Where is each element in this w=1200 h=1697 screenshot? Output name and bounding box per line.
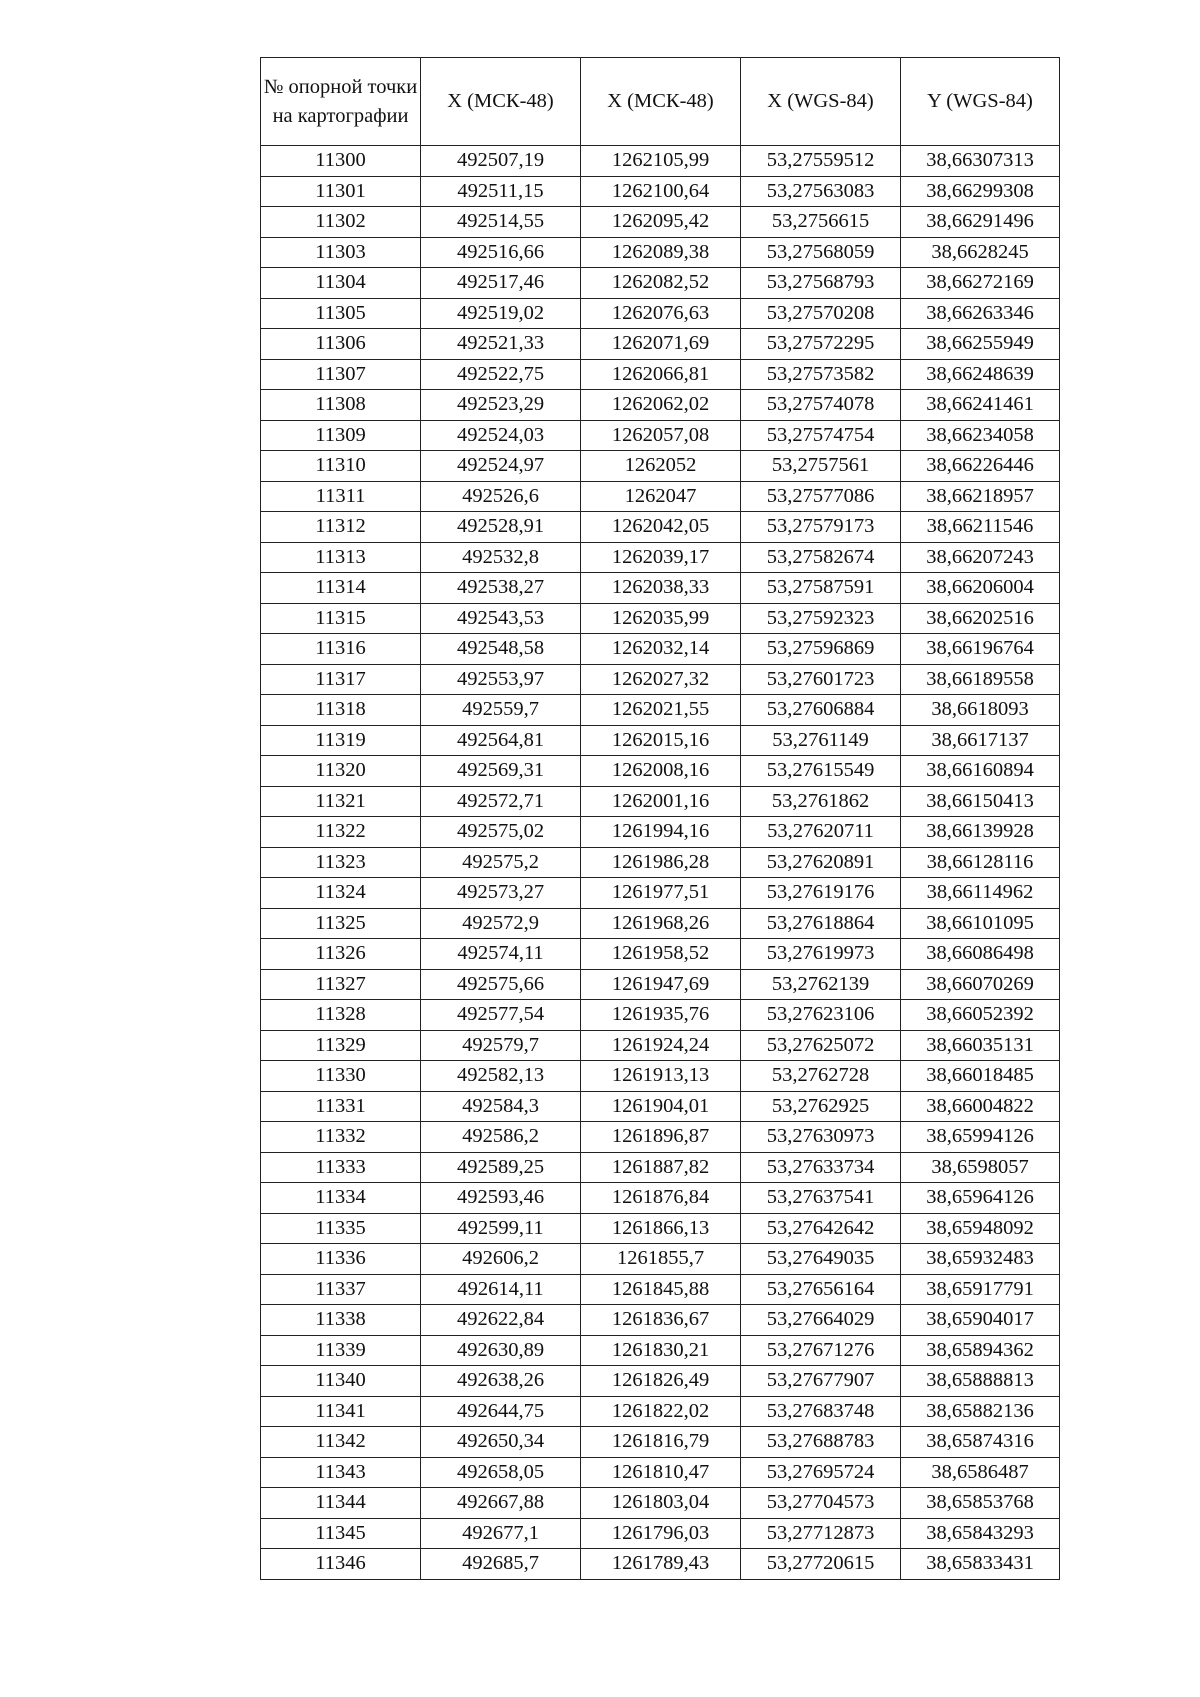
cell-point-number: 11327 [261, 969, 421, 1000]
cell-x-msk48-2: 1261994,16 [581, 817, 741, 848]
cell-x-msk48-2: 1262071,69 [581, 329, 741, 360]
cell-x-wgs84: 53,27615549 [741, 756, 901, 787]
table-row [261, 786, 1060, 817]
table-row [261, 390, 1060, 421]
cell-x-msk48-2: 1262105,99 [581, 146, 741, 177]
cell-x-msk48: 492582,13 [421, 1061, 581, 1092]
table-row [261, 1061, 1060, 1092]
table-row [261, 359, 1060, 390]
cell-x-msk48-2: 1261958,52 [581, 939, 741, 970]
cell-x-msk48-2: 1262027,32 [581, 664, 741, 695]
cell-x-msk48-2: 1262052 [581, 451, 741, 482]
cell-y-wgs84: 38,66211546 [901, 512, 1060, 543]
cell-x-msk48: 492650,34 [421, 1427, 581, 1458]
cell-x-msk48-2: 1262095,42 [581, 207, 741, 238]
cell-x-msk48-2: 1261947,69 [581, 969, 741, 1000]
cell-x-msk48: 492507,19 [421, 146, 581, 177]
cell-x-wgs84: 53,27570208 [741, 298, 901, 329]
cell-point-number: 11343 [261, 1457, 421, 1488]
table-row [261, 695, 1060, 726]
cell-x-msk48: 492685,7 [421, 1549, 581, 1580]
header-x-msk48: X (МСК-48) [421, 58, 581, 146]
table-row [261, 1518, 1060, 1549]
cell-y-wgs84: 38,66307313 [901, 146, 1060, 177]
cell-x-msk48-2: 1261887,82 [581, 1152, 741, 1183]
cell-point-number: 11320 [261, 756, 421, 787]
cell-x-msk48: 492579,7 [421, 1030, 581, 1061]
cell-x-msk48-2: 1262100,64 [581, 176, 741, 207]
cell-x-msk48: 492630,89 [421, 1335, 581, 1366]
cell-x-wgs84: 53,27618864 [741, 908, 901, 939]
cell-point-number: 11333 [261, 1152, 421, 1183]
cell-y-wgs84: 38,66291496 [901, 207, 1060, 238]
cell-x-wgs84: 53,2761149 [741, 725, 901, 756]
cell-x-msk48: 492526,6 [421, 481, 581, 512]
cell-x-wgs84: 53,27572295 [741, 329, 901, 360]
cell-x-wgs84: 53,27620891 [741, 847, 901, 878]
cell-x-msk48: 492528,91 [421, 512, 581, 543]
cell-y-wgs84: 38,66150413 [901, 786, 1060, 817]
cell-x-wgs84: 53,27559512 [741, 146, 901, 177]
cell-y-wgs84: 38,6628245 [901, 237, 1060, 268]
table-row [261, 237, 1060, 268]
cell-x-msk48: 492575,66 [421, 969, 581, 1000]
cell-point-number: 11321 [261, 786, 421, 817]
cell-y-wgs84: 38,66299308 [901, 176, 1060, 207]
table-row [261, 1213, 1060, 1244]
cell-x-msk48: 492516,66 [421, 237, 581, 268]
table-row [261, 1000, 1060, 1031]
cell-point-number: 11312 [261, 512, 421, 543]
cell-x-msk48: 492599,11 [421, 1213, 581, 1244]
cell-x-wgs84: 53,2762728 [741, 1061, 901, 1092]
table-row [261, 1030, 1060, 1061]
cell-y-wgs84: 38,65853768 [901, 1488, 1060, 1519]
cell-x-msk48: 492575,2 [421, 847, 581, 878]
cell-point-number: 11326 [261, 939, 421, 970]
cell-point-number: 11323 [261, 847, 421, 878]
table-row [261, 725, 1060, 756]
cell-x-msk48-2: 1261968,26 [581, 908, 741, 939]
cell-point-number: 11346 [261, 1549, 421, 1580]
cell-x-msk48-2: 1261830,21 [581, 1335, 741, 1366]
cell-point-number: 11329 [261, 1030, 421, 1061]
cell-x-wgs84: 53,27630973 [741, 1122, 901, 1153]
cell-x-msk48: 492589,25 [421, 1152, 581, 1183]
table-row [261, 939, 1060, 970]
cell-x-msk48-2: 1261986,28 [581, 847, 741, 878]
cell-y-wgs84: 38,65994126 [901, 1122, 1060, 1153]
table-row [261, 1244, 1060, 1275]
cell-point-number: 11325 [261, 908, 421, 939]
table-row [261, 1091, 1060, 1122]
cell-y-wgs84: 38,66004822 [901, 1091, 1060, 1122]
table-row [261, 481, 1060, 512]
header-x-msk48-2: X (МСК-48) [581, 58, 741, 146]
cell-x-msk48: 492667,88 [421, 1488, 581, 1519]
table-body [261, 146, 1060, 1580]
cell-x-msk48: 492543,53 [421, 603, 581, 634]
table-row [261, 969, 1060, 1000]
cell-y-wgs84: 38,66202516 [901, 603, 1060, 634]
cell-y-wgs84: 38,66160894 [901, 756, 1060, 787]
cell-y-wgs84: 38,65882136 [901, 1396, 1060, 1427]
cell-y-wgs84: 38,66226446 [901, 451, 1060, 482]
cell-x-msk48: 492622,84 [421, 1305, 581, 1336]
cell-x-wgs84: 53,27619176 [741, 878, 901, 909]
cell-x-msk48: 492519,02 [421, 298, 581, 329]
cell-point-number: 11309 [261, 420, 421, 451]
cell-y-wgs84: 38,65932483 [901, 1244, 1060, 1275]
cell-x-wgs84: 53,27664029 [741, 1305, 901, 1336]
cell-x-msk48: 492586,2 [421, 1122, 581, 1153]
cell-x-msk48: 492521,33 [421, 329, 581, 360]
cell-x-msk48: 492574,11 [421, 939, 581, 970]
cell-y-wgs84: 38,65888813 [901, 1366, 1060, 1397]
cell-x-msk48: 492517,46 [421, 268, 581, 299]
cell-point-number: 11322 [261, 817, 421, 848]
cell-y-wgs84: 38,66234058 [901, 420, 1060, 451]
cell-x-wgs84: 53,27587591 [741, 573, 901, 604]
cell-point-number: 11334 [261, 1183, 421, 1214]
cell-y-wgs84: 38,6586487 [901, 1457, 1060, 1488]
cell-x-wgs84: 53,27623106 [741, 1000, 901, 1031]
cell-x-wgs84: 53,27568059 [741, 237, 901, 268]
table-row [261, 176, 1060, 207]
cell-x-wgs84: 53,27720615 [741, 1549, 901, 1580]
cell-x-msk48-2: 1261935,76 [581, 1000, 741, 1031]
cell-x-wgs84: 53,27606884 [741, 695, 901, 726]
cell-x-msk48: 492511,15 [421, 176, 581, 207]
table-row [261, 451, 1060, 482]
cell-y-wgs84: 38,66206004 [901, 573, 1060, 604]
table-row [261, 542, 1060, 573]
cell-x-wgs84: 53,27619973 [741, 939, 901, 970]
cell-point-number: 11316 [261, 634, 421, 665]
header-y-wgs84: Y (WGS-84) [901, 58, 1060, 146]
cell-y-wgs84: 38,6598057 [901, 1152, 1060, 1183]
cell-x-wgs84: 53,27574754 [741, 420, 901, 451]
cell-x-msk48-2: 1261913,13 [581, 1061, 741, 1092]
cell-x-msk48: 492677,1 [421, 1518, 581, 1549]
cell-x-msk48: 492575,02 [421, 817, 581, 848]
cell-x-wgs84: 53,2762139 [741, 969, 901, 1000]
cell-point-number: 11319 [261, 725, 421, 756]
cell-x-wgs84: 53,27601723 [741, 664, 901, 695]
cell-y-wgs84: 38,66035131 [901, 1030, 1060, 1061]
cell-point-number: 11308 [261, 390, 421, 421]
header-x-wgs84: X (WGS-84) [741, 58, 901, 146]
cell-x-msk48-2: 1262042,05 [581, 512, 741, 543]
cell-x-msk48-2: 1262015,16 [581, 725, 741, 756]
cell-x-msk48-2: 1262047 [581, 481, 741, 512]
cell-x-msk48: 492548,58 [421, 634, 581, 665]
cell-y-wgs84: 38,66101095 [901, 908, 1060, 939]
table-row [261, 573, 1060, 604]
cell-x-msk48-2: 1262089,38 [581, 237, 741, 268]
cell-point-number: 11344 [261, 1488, 421, 1519]
cell-x-msk48-2: 1262082,52 [581, 268, 741, 299]
cell-point-number: 11339 [261, 1335, 421, 1366]
cell-point-number: 11335 [261, 1213, 421, 1244]
cell-point-number: 11301 [261, 176, 421, 207]
cell-x-wgs84: 53,27568793 [741, 268, 901, 299]
cell-x-msk48-2: 1261866,13 [581, 1213, 741, 1244]
cell-point-number: 11305 [261, 298, 421, 329]
table-row [261, 756, 1060, 787]
cell-x-msk48-2: 1261789,43 [581, 1549, 741, 1580]
cell-point-number: 11341 [261, 1396, 421, 1427]
table-row [261, 298, 1060, 329]
cell-x-msk48: 492593,46 [421, 1183, 581, 1214]
cell-x-msk48: 492572,9 [421, 908, 581, 939]
cell-x-wgs84: 53,27677907 [741, 1366, 901, 1397]
cell-x-wgs84: 53,27596869 [741, 634, 901, 665]
cell-x-msk48-2: 1261836,67 [581, 1305, 741, 1336]
cell-x-msk48: 492584,3 [421, 1091, 581, 1122]
cell-x-msk48: 492573,27 [421, 878, 581, 909]
cell-point-number: 11338 [261, 1305, 421, 1336]
table-row [261, 1305, 1060, 1336]
cell-x-msk48: 492614,11 [421, 1274, 581, 1305]
cell-x-wgs84: 53,27637541 [741, 1183, 901, 1214]
cell-x-msk48-2: 1262032,14 [581, 634, 741, 665]
table-row [261, 1457, 1060, 1488]
cell-x-wgs84: 53,2756615 [741, 207, 901, 238]
table-row [261, 664, 1060, 695]
cell-point-number: 11302 [261, 207, 421, 238]
cell-x-msk48: 492577,54 [421, 1000, 581, 1031]
cell-x-wgs84: 53,2762925 [741, 1091, 901, 1122]
cell-point-number: 11332 [261, 1122, 421, 1153]
cell-x-msk48-2: 1261977,51 [581, 878, 741, 909]
cell-x-msk48: 492644,75 [421, 1396, 581, 1427]
cell-x-wgs84: 53,2757561 [741, 451, 901, 482]
cell-x-msk48-2: 1261924,24 [581, 1030, 741, 1061]
cell-y-wgs84: 38,66218957 [901, 481, 1060, 512]
cell-x-msk48: 492638,26 [421, 1366, 581, 1397]
cell-y-wgs84: 38,66018485 [901, 1061, 1060, 1092]
cell-x-wgs84: 53,27574078 [741, 390, 901, 421]
cell-point-number: 11303 [261, 237, 421, 268]
cell-x-msk48-2: 1262066,81 [581, 359, 741, 390]
cell-point-number: 11306 [261, 329, 421, 360]
cell-point-number: 11331 [261, 1091, 421, 1122]
cell-point-number: 11345 [261, 1518, 421, 1549]
cell-x-msk48: 492606,2 [421, 1244, 581, 1275]
cell-x-msk48: 492569,31 [421, 756, 581, 787]
cell-x-msk48-2: 1261816,79 [581, 1427, 741, 1458]
cell-y-wgs84: 38,65964126 [901, 1183, 1060, 1214]
cell-point-number: 11318 [261, 695, 421, 726]
cell-point-number: 11337 [261, 1274, 421, 1305]
cell-x-msk48-2: 1261796,03 [581, 1518, 741, 1549]
cell-x-wgs84: 53,27620711 [741, 817, 901, 848]
cell-x-wgs84: 53,27649035 [741, 1244, 901, 1275]
cell-x-msk48-2: 1261803,04 [581, 1488, 741, 1519]
cell-x-msk48-2: 1261876,84 [581, 1183, 741, 1214]
cell-x-wgs84: 53,27573582 [741, 359, 901, 390]
cell-x-msk48: 492523,29 [421, 390, 581, 421]
cell-x-msk48-2: 1262062,02 [581, 390, 741, 421]
cell-x-msk48-2: 1261855,7 [581, 1244, 741, 1275]
cell-x-msk48-2: 1261904,01 [581, 1091, 741, 1122]
cell-y-wgs84: 38,66207243 [901, 542, 1060, 573]
cell-x-msk48-2: 1261896,87 [581, 1122, 741, 1153]
cell-y-wgs84: 38,66052392 [901, 1000, 1060, 1031]
cell-point-number: 11340 [261, 1366, 421, 1397]
cell-point-number: 11304 [261, 268, 421, 299]
cell-y-wgs84: 38,66248639 [901, 359, 1060, 390]
cell-x-msk48-2: 1262039,17 [581, 542, 741, 573]
cell-point-number: 11342 [261, 1427, 421, 1458]
cell-y-wgs84: 38,66263346 [901, 298, 1060, 329]
cell-x-wgs84: 53,27671276 [741, 1335, 901, 1366]
cell-point-number: 11330 [261, 1061, 421, 1092]
cell-x-msk48: 492559,7 [421, 695, 581, 726]
table-row [261, 1427, 1060, 1458]
table-row [261, 1396, 1060, 1427]
cell-x-msk48-2: 1262021,55 [581, 695, 741, 726]
cell-point-number: 11300 [261, 146, 421, 177]
cell-y-wgs84: 38,66139928 [901, 817, 1060, 848]
cell-y-wgs84: 38,6617137 [901, 725, 1060, 756]
cell-x-msk48: 492524,03 [421, 420, 581, 451]
cell-x-wgs84: 53,27688783 [741, 1427, 901, 1458]
cell-x-wgs84: 53,27582674 [741, 542, 901, 573]
table-row [261, 603, 1060, 634]
table-row [261, 512, 1060, 543]
cell-point-number: 11307 [261, 359, 421, 390]
cell-y-wgs84: 38,66272169 [901, 268, 1060, 299]
cell-x-msk48: 492553,97 [421, 664, 581, 695]
table-row [261, 1488, 1060, 1519]
cell-y-wgs84: 38,6618093 [901, 695, 1060, 726]
coordinates-table [260, 57, 1060, 1580]
cell-y-wgs84: 38,66189558 [901, 664, 1060, 695]
cell-x-msk48: 492532,8 [421, 542, 581, 573]
cell-x-wgs84: 53,27625072 [741, 1030, 901, 1061]
cell-y-wgs84: 38,65874316 [901, 1427, 1060, 1458]
cell-x-wgs84: 53,27642642 [741, 1213, 901, 1244]
cell-y-wgs84: 38,66114962 [901, 878, 1060, 909]
cell-x-msk48: 492538,27 [421, 573, 581, 604]
cell-y-wgs84: 38,65843293 [901, 1518, 1060, 1549]
cell-x-wgs84: 53,27592323 [741, 603, 901, 634]
cell-x-msk48-2: 1262035,99 [581, 603, 741, 634]
cell-point-number: 11314 [261, 573, 421, 604]
table-row [261, 634, 1060, 665]
cell-x-msk48-2: 1262001,16 [581, 786, 741, 817]
table-row [261, 878, 1060, 909]
cell-x-msk48-2: 1261810,47 [581, 1457, 741, 1488]
cell-x-msk48: 492658,05 [421, 1457, 581, 1488]
table-row [261, 1366, 1060, 1397]
cell-y-wgs84: 38,65904017 [901, 1305, 1060, 1336]
cell-x-wgs84: 53,27656164 [741, 1274, 901, 1305]
table-row [261, 1152, 1060, 1183]
cell-x-wgs84: 53,27633734 [741, 1152, 901, 1183]
cell-x-wgs84: 53,27579173 [741, 512, 901, 543]
table-row [261, 1183, 1060, 1214]
cell-x-msk48-2: 1261822,02 [581, 1396, 741, 1427]
cell-y-wgs84: 38,65894362 [901, 1335, 1060, 1366]
cell-y-wgs84: 38,65948092 [901, 1213, 1060, 1244]
cell-y-wgs84: 38,66241461 [901, 390, 1060, 421]
cell-y-wgs84: 38,66255949 [901, 329, 1060, 360]
cell-point-number: 11317 [261, 664, 421, 695]
cell-x-wgs84: 53,27695724 [741, 1457, 901, 1488]
cell-x-msk48-2: 1262038,33 [581, 573, 741, 604]
cell-y-wgs84: 38,66086498 [901, 939, 1060, 970]
cell-x-wgs84: 53,27712873 [741, 1518, 901, 1549]
table-row [261, 146, 1060, 177]
cell-y-wgs84: 38,65833431 [901, 1549, 1060, 1580]
cell-x-wgs84: 53,27577086 [741, 481, 901, 512]
cell-x-msk48-2: 1262076,63 [581, 298, 741, 329]
cell-y-wgs84: 38,66196764 [901, 634, 1060, 665]
cell-x-msk48: 492522,75 [421, 359, 581, 390]
cell-x-msk48: 492524,97 [421, 451, 581, 482]
table-row [261, 1335, 1060, 1366]
table-row [261, 817, 1060, 848]
cell-x-msk48: 492564,81 [421, 725, 581, 756]
cell-x-wgs84: 53,27683748 [741, 1396, 901, 1427]
cell-point-number: 11336 [261, 1244, 421, 1275]
table-row [261, 1549, 1060, 1580]
cell-y-wgs84: 38,65917791 [901, 1274, 1060, 1305]
cell-x-msk48-2: 1262057,08 [581, 420, 741, 451]
cell-x-wgs84: 53,2761862 [741, 786, 901, 817]
cell-x-msk48-2: 1261826,49 [581, 1366, 741, 1397]
cell-point-number: 11313 [261, 542, 421, 573]
cell-x-msk48: 492572,71 [421, 786, 581, 817]
cell-point-number: 11328 [261, 1000, 421, 1031]
cell-x-msk48-2: 1261845,88 [581, 1274, 741, 1305]
cell-point-number: 11315 [261, 603, 421, 634]
cell-x-wgs84: 53,27563083 [741, 176, 901, 207]
table-row [261, 1122, 1060, 1153]
cell-y-wgs84: 38,66128116 [901, 847, 1060, 878]
table-row [261, 1274, 1060, 1305]
cell-point-number: 11310 [261, 451, 421, 482]
table-row [261, 329, 1060, 360]
table-header-row [261, 58, 1060, 146]
cell-point-number: 11324 [261, 878, 421, 909]
cell-point-number: 11311 [261, 481, 421, 512]
table-row [261, 847, 1060, 878]
cell-x-msk48: 492514,55 [421, 207, 581, 238]
header-point-number: № опорной точки на картографии [261, 58, 421, 146]
table-row [261, 908, 1060, 939]
cell-y-wgs84: 38,66070269 [901, 969, 1060, 1000]
table-row [261, 420, 1060, 451]
cell-x-wgs84: 53,27704573 [741, 1488, 901, 1519]
table-row [261, 268, 1060, 299]
table-row [261, 207, 1060, 238]
cell-x-msk48-2: 1262008,16 [581, 756, 741, 787]
